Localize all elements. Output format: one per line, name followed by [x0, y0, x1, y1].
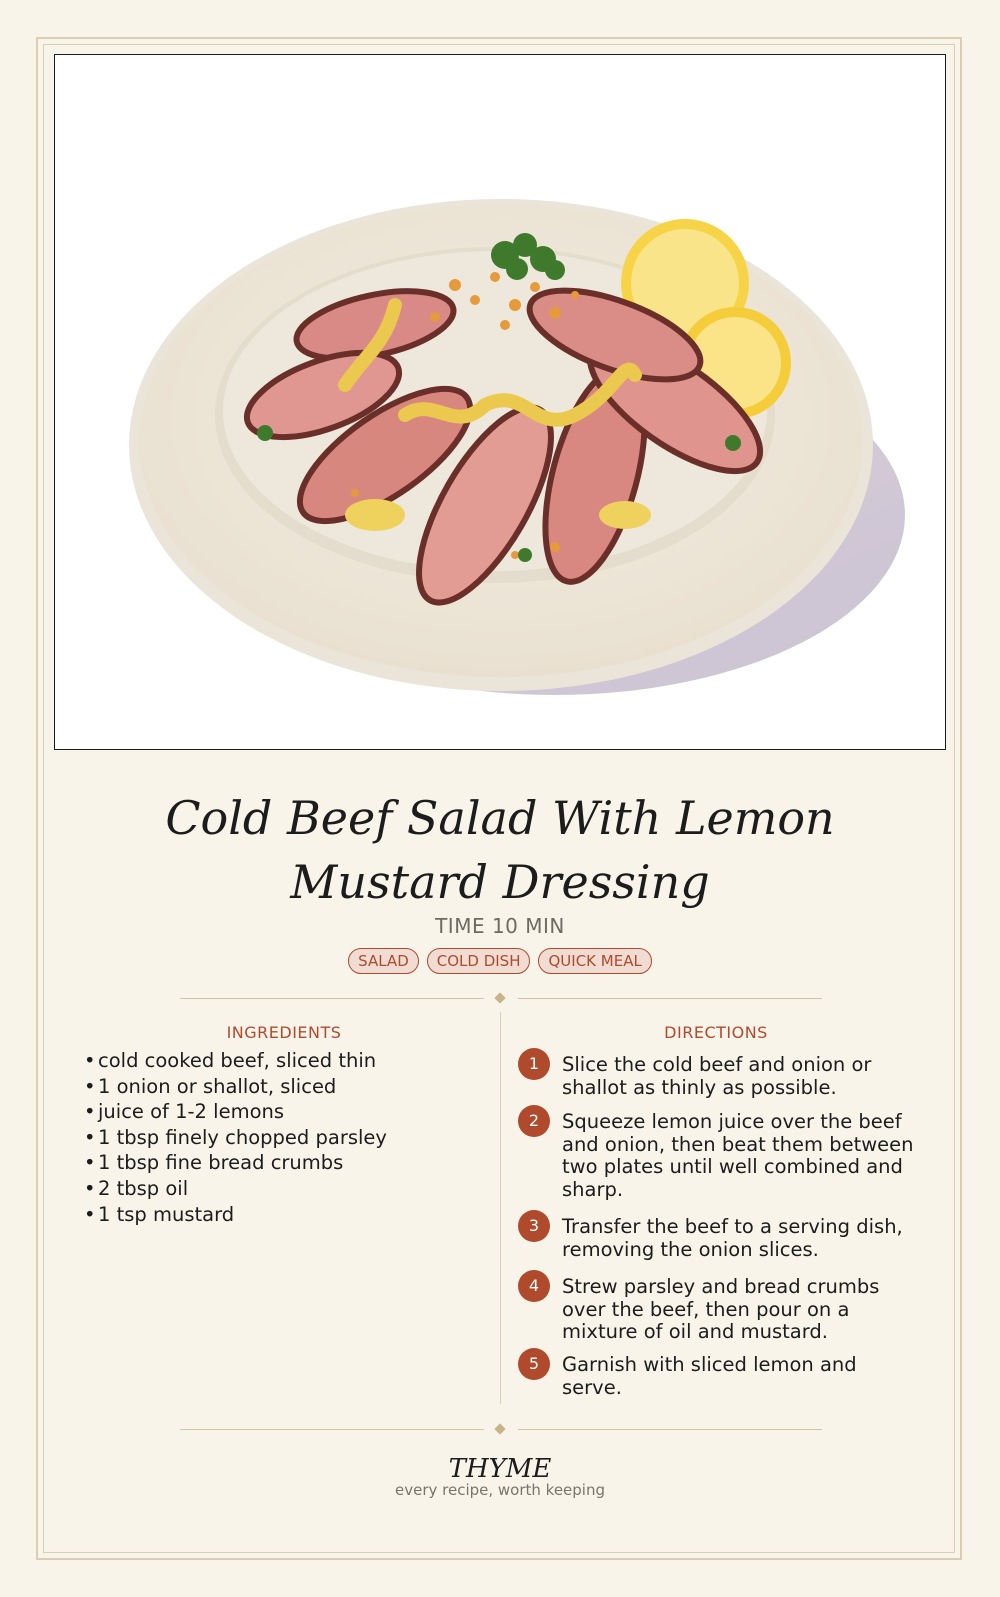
- column-divider: [500, 1012, 501, 1404]
- directions-heading: DIRECTIONS: [664, 1023, 768, 1042]
- ingredient-item: • 2 tbsp oil: [84, 1176, 189, 1200]
- ingredients-heading: INGREDIENTS: [226, 1023, 342, 1042]
- dish-illustration: [54, 54, 946, 750]
- brand-logo: THYME: [448, 1454, 552, 1484]
- cook-time: TIME 10 MIN: [435, 914, 565, 938]
- step-number-badge: 4: [518, 1270, 550, 1302]
- ingredient-item: • 1 tbsp finely chopped parsley: [84, 1125, 387, 1149]
- ingredient-item: • 1 tbsp fine bread crumbs: [84, 1151, 344, 1175]
- ingredient-item: • juice of 1-2 lemons: [84, 1100, 285, 1124]
- ingredient-item: • 1 onion or shallot, sliced: [84, 1074, 337, 1098]
- step-number-badge: 2: [518, 1105, 550, 1137]
- divider-top-left: [180, 998, 484, 999]
- tag-salad[interactable]: SALAD: [348, 948, 419, 974]
- step-text: Garnish with sliced lemon and serve.: [562, 1353, 857, 1399]
- tag-quick-meal[interactable]: QUICK MEAL: [538, 948, 651, 974]
- brand-tagline: every recipe, worth keeping: [394, 1481, 605, 1499]
- tag-list: [200, 948, 800, 974]
- ingredient-item: • cold cooked beef, sliced thin: [84, 1049, 377, 1072]
- step-text: Strew parsley and bread crumbs over the beef, then pour on a mixture of oil and mustard.: [562, 1275, 880, 1343]
- recipe-title: Cold Beef Salad With Lemon Mustard Dressing: [165, 791, 835, 909]
- step-number-badge: 3: [518, 1210, 550, 1242]
- step-number-badge: 5: [518, 1348, 550, 1380]
- step-text: Transfer the beef to a serving dish, removing the onion slices.: [562, 1215, 903, 1261]
- step-number-badge: 1: [518, 1048, 550, 1080]
- divider-bottom-left: [180, 1429, 484, 1430]
- ingredient-list: [84, 1048, 484, 1227]
- divider-top-right: [518, 998, 822, 999]
- divider-bottom-right: [518, 1429, 822, 1430]
- tag-cold-dish[interactable]: COLD DISH: [427, 948, 531, 974]
- step-text: Slice the cold beef and onion or shallot as thinly as possible.: [562, 1053, 872, 1099]
- step-text: Squeeze lemon juice over the beef and onion, then beat them between two plates until well combined and sharp.: [562, 1110, 914, 1201]
- ingredient-item: • 1 tsp mustard: [84, 1202, 235, 1226]
